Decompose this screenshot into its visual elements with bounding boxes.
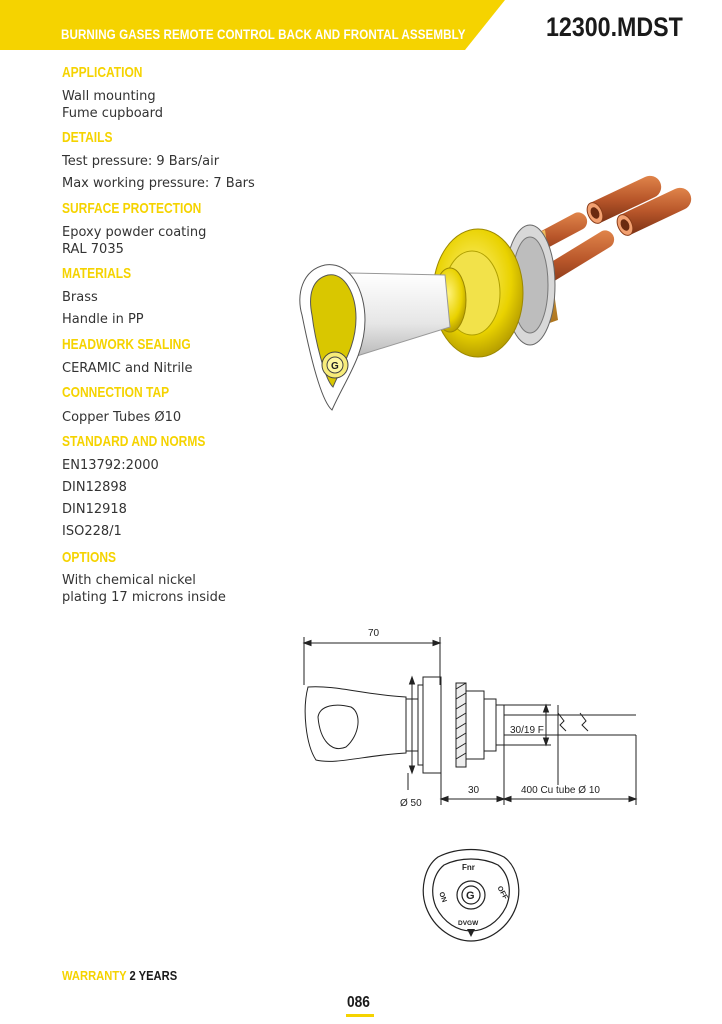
handle-face-gas-letter: G [331, 361, 339, 372]
dim-thread: 30/19 F [510, 725, 544, 736]
product-code: 12300.MDST [546, 12, 683, 42]
page-number-underline [346, 1014, 374, 1017]
knob-on-label: ON [437, 891, 448, 904]
page-number: 086 [347, 994, 370, 1011]
surface-line-1: Epoxy powder coating [62, 225, 207, 240]
knob-face-drawing [418, 845, 524, 945]
knob-off-label: OFF [495, 885, 509, 901]
standards-line-1: EN13792:2000 [62, 458, 159, 473]
section-title-standards: STANDARD AND NORMS [62, 433, 206, 450]
standards-line-3: DIN12918 [62, 502, 127, 517]
handle-face [300, 265, 365, 410]
application-line-2: Fume cupboard [62, 106, 163, 121]
application-line-1: Wall mounting [62, 89, 156, 104]
technical-drawing [296, 625, 646, 810]
section-title-connection: CONNECTION TAP [62, 384, 170, 401]
page-title: BURNING GASES REMOTE CONTROL BACK AND FRONTAL ASSEMBLY [61, 27, 466, 42]
section-title-headwork: HEADWORK SEALING [62, 336, 191, 353]
dim-tube: 400 Cu tube Ø 10 [521, 785, 600, 796]
details-line-2: Max working pressure: 7 Bars [62, 176, 255, 191]
dim-depth: 30 [468, 785, 480, 796]
knob-brand-mark: Fnr [462, 863, 475, 872]
section-title-surface: SURFACE PROTECTION [62, 200, 202, 217]
dim-diameter: Ø 50 [400, 798, 422, 809]
knob-cert-label: DVGW [458, 920, 479, 927]
section-title-details: DETAILS [62, 129, 113, 146]
standards-line-2: DIN12898 [62, 480, 127, 495]
options-line-1: With chemical nickel [62, 573, 196, 588]
materials-line-2: Handle in PP [62, 312, 144, 327]
product-illustration [290, 165, 700, 445]
warranty-value: 2 YEARS [129, 968, 178, 983]
headwork-line-1: CERAMIC and Nitrile [62, 361, 193, 376]
knob-pointer-icon [467, 929, 475, 937]
connection-line-1: Copper Tubes Ø10 [62, 410, 182, 425]
section-title-application: APPLICATION [62, 64, 143, 81]
section-title-options: OPTIONS [62, 549, 117, 566]
materials-line-1: Brass [62, 290, 98, 305]
options-line-2: plating 17 microns inside [62, 590, 226, 605]
standards-line-4: ISO228/1 [62, 524, 122, 539]
dim-width: 70 [368, 628, 380, 639]
surface-line-2: RAL 7035 [62, 242, 124, 257]
details-line-1: Test pressure: 9 Bars/air [62, 154, 220, 169]
section-title-materials: MATERIALS [62, 265, 132, 282]
warranty [62, 968, 177, 983]
warranty-label: WARRANTY [62, 968, 127, 983]
knob-gas-letter: G [466, 890, 475, 902]
